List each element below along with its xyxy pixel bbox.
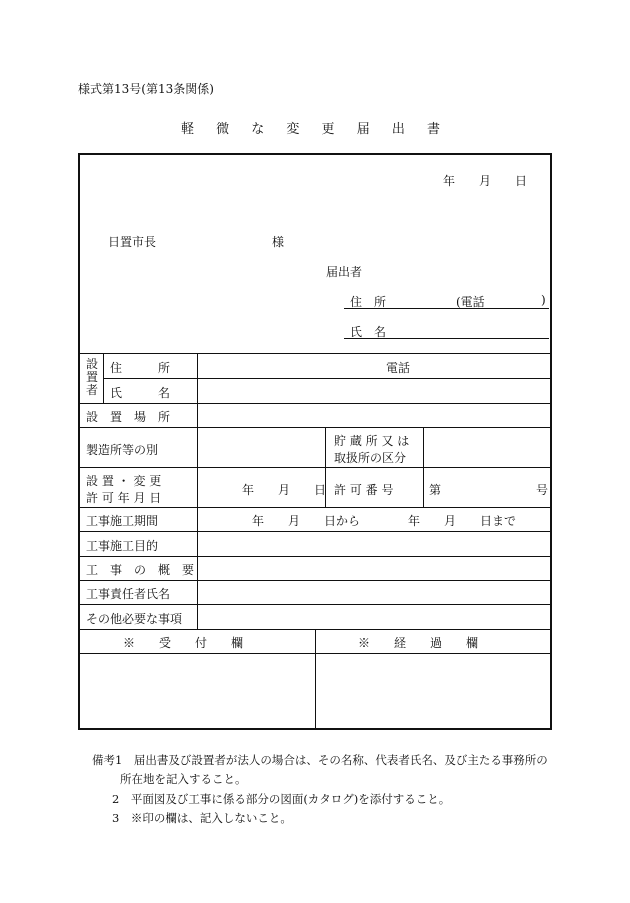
applicant-address-label: 住 所 [350,295,387,309]
note-2: 2 平面図及び工事に係る部分の図面(カタログ)を添付すること。 [112,792,451,806]
rule-row [80,403,550,404]
note-1-continued: 所在地を記入すること。 [120,772,247,786]
permit-date-label-2: 許 可 年 月 日 [86,491,162,505]
date-field: 年 月 日 [443,174,528,188]
work-period-label: 工事施工期間 [86,514,159,528]
name-underline [344,338,549,339]
install-location-label: 設 置 場 所 [86,410,171,424]
rule-right-column [423,427,424,507]
document-title: 軽 微 な 変 更 届 出 書 [181,122,449,137]
note-1: 備考1 届出書及び設置者が法人の場合は、その名称、代表者氏名、及び主たる事務所の [92,753,548,767]
work-period-value: 年 月 日から 年 月 日まで [252,514,517,528]
applicant-label: 届出者 [326,265,363,279]
rule-label-column [197,353,198,629]
sama-label: 様 [272,235,285,249]
permit-date-label-1: 設 置 ・ 変 更 [86,474,162,488]
rule-row [80,604,550,605]
permit-number-prefix: 第 [429,483,442,497]
work-summary-label: 工 事 の 概 要 [86,563,195,577]
work-manager-label: 工事責任者氏名 [86,587,171,601]
other-items-label: その他必要な事項 [86,612,183,626]
permit-number-label: 許 可 番 号 [334,483,394,497]
address-underline [344,308,549,309]
rule-row [80,531,550,532]
progress-column-label: ※ 経 過 欄 [358,636,479,650]
rule-row [80,580,550,581]
addressee: 日置市長 [108,235,157,249]
rule-installer-mid [103,378,550,379]
rule-row [80,427,550,428]
rule-row [80,467,550,468]
rule-row [80,556,550,557]
reception-column-label: ※ 受 付 欄 [123,636,244,650]
applicant-phone-close: ) [541,293,546,307]
installer-name-label: 氏 名 [110,386,171,400]
installer-phone-label: 電話 [386,361,411,375]
applicant-name-label: 氏 名 [350,325,387,339]
storage-type-label-1: 貯 蔵 所 又 は [334,434,410,448]
rule-table-top [80,353,550,354]
facility-type-label: 製造所等の別 [86,443,159,457]
permit-date-value: 年 月 日 [242,483,327,497]
work-purpose-label: 工事施工目的 [86,539,159,553]
note-3: 3 ※印の欄は、記入しないこと。 [112,811,292,825]
storage-type-label-2: 取扱所の区分 [334,451,407,465]
applicant-phone-label: (電話 [456,295,485,309]
installer-group-label: 設置者 [85,357,98,397]
rule-row [80,507,550,508]
installer-address-label: 住 所 [110,361,171,375]
permit-number-suffix: 号 [536,483,549,497]
rule-bottom-split [315,629,316,728]
rule-installer-group [103,353,104,403]
form-number: 様式第13号(第13条関係) [78,82,214,96]
form-frame [78,153,552,730]
